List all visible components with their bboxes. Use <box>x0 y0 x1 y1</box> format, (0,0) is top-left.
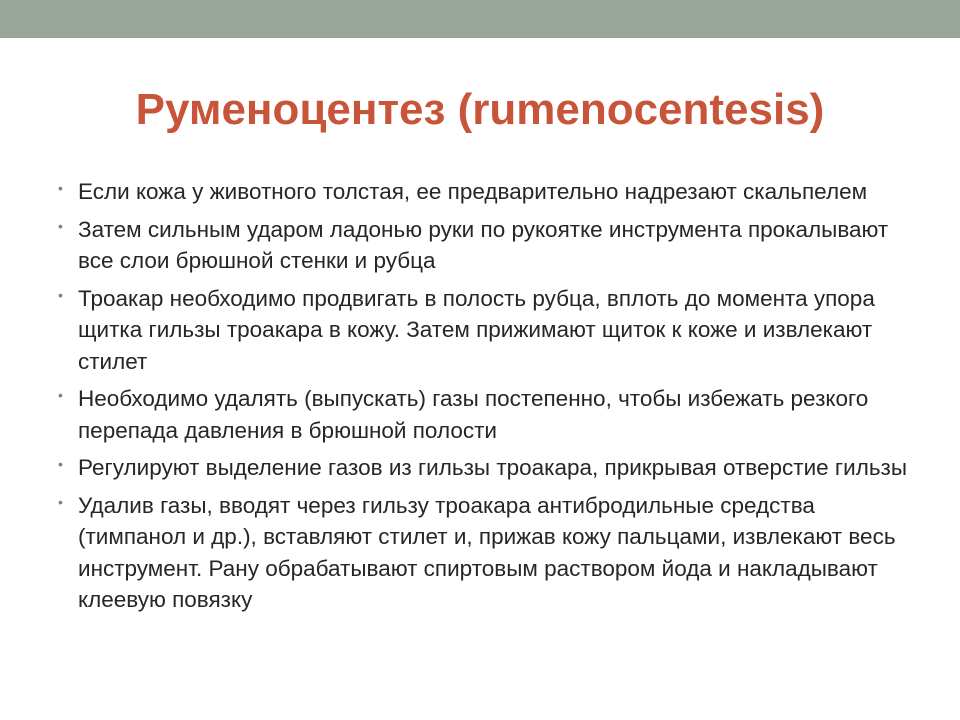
bullet-text: Затем сильным ударом ладонью руки по рукоятке инструмента прокалывают все слои брюшной стенки и рубца <box>78 216 889 273</box>
bullet-dot: • <box>58 180 63 196</box>
bullet-list <box>58 176 908 622</box>
bullet-text: Троакар необходимо продвигать в полость рубца, вплоть до момента упора щитка гильзы троакара в кожу. Затем прижимают щиток к коже и извлекают стилет <box>78 285 875 374</box>
bullet-dot: • <box>58 456 63 472</box>
bullet-dot: • <box>58 387 63 403</box>
top-accent-bar <box>0 0 960 38</box>
bullet-text: Необходимо удалять (выпускать) газы постепенно, чтобы избежать резкого перепада давления в брюшной полости <box>78 386 869 443</box>
slide-title: Руменоцентез (rumenocentesis) <box>135 85 825 134</box>
bullet-text: Регулируют выделение газов из гильзы троакара, прикрывая отверстие гильзы <box>78 455 908 480</box>
bullet-item <box>58 176 908 208</box>
bullet-dot: • <box>58 217 63 234</box>
bullet-text: Если кожа у животного толстая, ее предварительно надрезают скальпелем <box>78 179 868 204</box>
bullet-text: Удалив газы, вводят через гильзу троакара антибродильные средства (тимпанол и др.), вставляют стилет и, прижав кожу пальцами, извлекают весь инструмент. Рану обрабатывают спиртовым раствором йода и накладывают клеевую повязку <box>78 492 896 612</box>
bullet-item <box>58 383 908 446</box>
bullet-item <box>58 214 908 277</box>
bullet-item <box>58 490 908 616</box>
bullet-item <box>58 452 908 484</box>
bullet-item <box>58 283 908 378</box>
bullet-dot: • <box>58 493 63 510</box>
bullet-dot: • <box>58 286 63 303</box>
